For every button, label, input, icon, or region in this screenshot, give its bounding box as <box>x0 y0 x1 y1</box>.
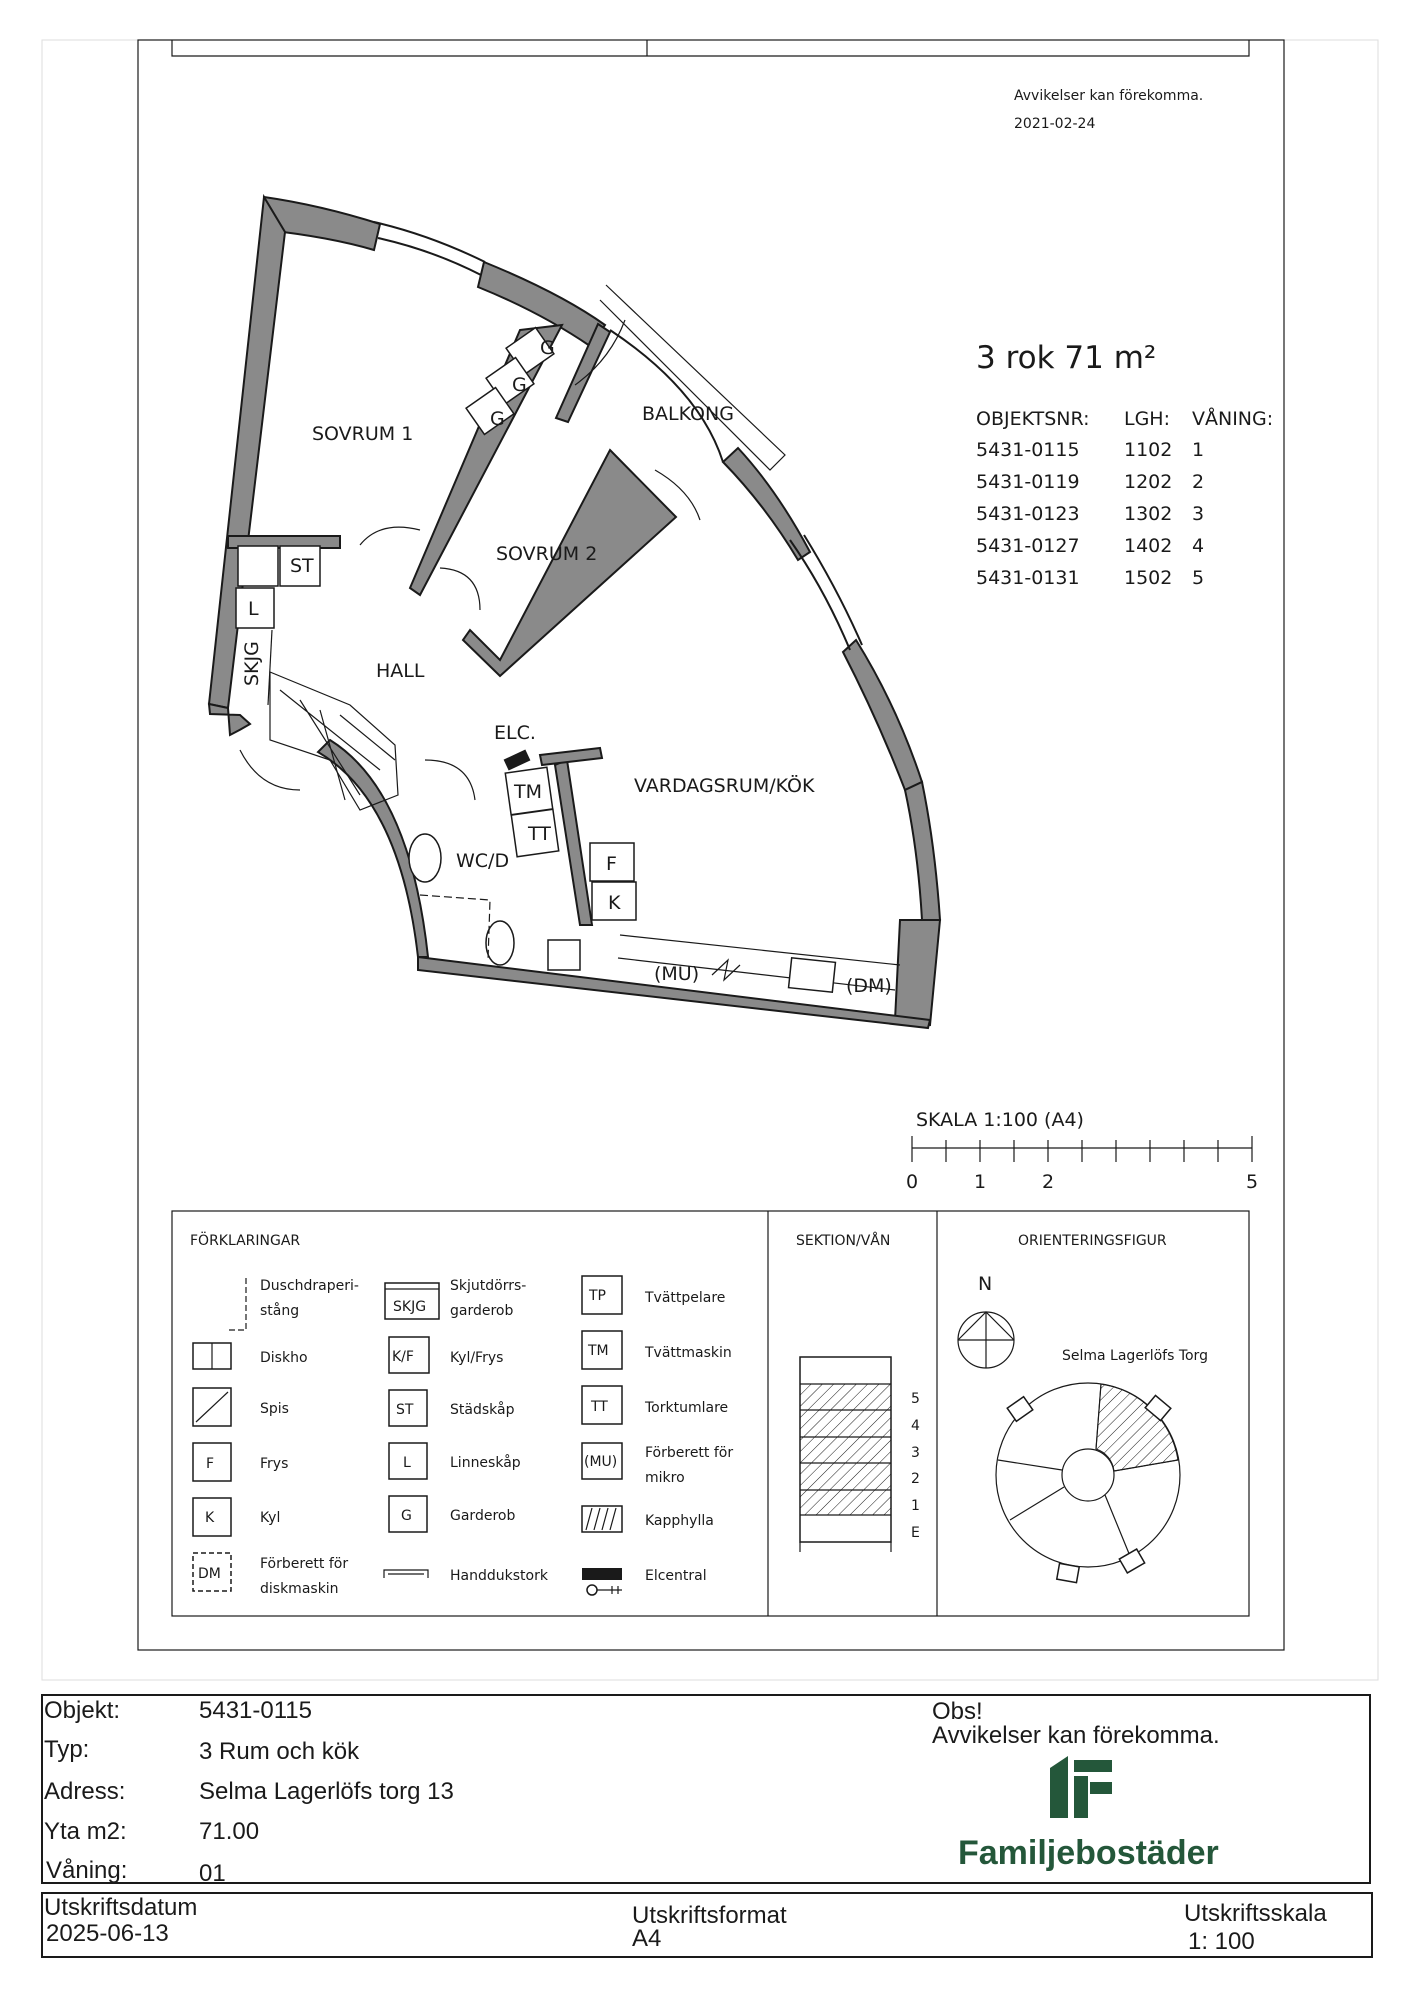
header-date: 2021-02-24 <box>1014 116 1096 132</box>
door-wc <box>425 760 475 800</box>
room-wc: WC/D <box>456 850 510 872</box>
obs-title: Obs! <box>932 1698 983 1725</box>
legend-sym-tp: TP <box>589 1288 606 1304</box>
wall-south-east <box>895 920 940 1025</box>
legend-diskho: Diskho <box>260 1350 308 1366</box>
utskriftsskala-label: Utskriftsskala <box>1184 1900 1327 1927</box>
objekt-label: Objekt: <box>44 1697 121 1724</box>
legend-formu-1: Förberett för <box>645 1445 734 1461</box>
wc-toilet <box>486 921 514 965</box>
room-sovrum1: SOVRUM 1 <box>312 423 414 445</box>
legend-skjg-1: Skjutdörrs- <box>450 1278 527 1294</box>
legend-sym-f: F <box>206 1456 215 1472</box>
page-border <box>42 40 1378 1680</box>
row-lgh: 1202 <box>1124 471 1173 493</box>
section-base <box>800 1542 891 1552</box>
vaning-label: Våning: <box>46 1857 128 1884</box>
section-hatched <box>800 1384 891 1515</box>
stove-mark <box>712 960 740 980</box>
legend-sym-tm: TM <box>588 1343 609 1359</box>
row-obj: 5431-0127 <box>976 535 1080 557</box>
room-elc: ELC. <box>494 722 536 744</box>
legend-sym-st: ST <box>396 1402 414 1418</box>
section-floor-e: E <box>911 1525 920 1541</box>
col-vaning: VÅNING: <box>1192 408 1274 430</box>
floor-plan <box>209 197 940 1028</box>
wall-east-3 <box>905 782 940 920</box>
wall-wc-east <box>555 760 592 925</box>
fixture-f: F <box>606 853 617 875</box>
legend-duschdraperi-1: Duschdraperi- <box>260 1278 359 1294</box>
ring-stair-1 <box>1007 1397 1033 1422</box>
legend-sym-kf: K/F <box>392 1349 414 1365</box>
legend-tvattpelare: Tvättpelare <box>645 1290 726 1306</box>
legend-sym-dm: DM <box>198 1566 221 1582</box>
door-sovrum2 <box>440 568 480 610</box>
ring-stair-3 <box>1119 1549 1144 1573</box>
elcentral-icon <box>582 1568 622 1580</box>
legend-tvattmaskin: Tvättmaskin <box>645 1345 732 1361</box>
elc-panel <box>504 749 531 770</box>
scale-ticks <box>912 1136 1252 1162</box>
legend-spis: Spis <box>260 1401 289 1417</box>
orientation-title: ORIENTERINGSFIGUR <box>1018 1233 1167 1249</box>
utskriftsskala-value: 1: 100 <box>1188 1928 1255 1955</box>
legend-kyl: Kyl <box>260 1510 281 1526</box>
fixture-k: K <box>608 892 621 914</box>
row-lgh: 1102 <box>1124 439 1173 461</box>
legend-handduk: Handdukstork <box>450 1568 548 1584</box>
row-lgh: 1502 <box>1124 567 1173 589</box>
legend-stadskap: Städskåp <box>450 1402 515 1418</box>
adress-label: Adress: <box>44 1778 126 1805</box>
section-floor-4: 4 <box>911 1418 920 1434</box>
row-lgh: 1302 <box>1124 503 1173 525</box>
wall-elc <box>540 748 602 765</box>
scale-5: 5 <box>1246 1171 1259 1193</box>
room-sovrum2: SOVRUM 2 <box>496 543 598 565</box>
utskriftsformat-label: Utskriftsformat <box>632 1902 787 1929</box>
fixture-skjg: SKJG <box>241 641 263 686</box>
legend-sym-tt: TT <box>591 1399 608 1415</box>
wall-corner <box>209 704 250 735</box>
building-ring <box>996 1383 1180 1583</box>
apartment-title: 3 rok 71 m² <box>976 340 1157 376</box>
row-obj: 5431-0115 <box>976 439 1080 461</box>
room-vardagsrum: VARDAGSRUM/KÖK <box>634 775 815 797</box>
ring-inner <box>1062 1449 1114 1501</box>
title-strip <box>172 40 1249 56</box>
row-lgh: 1402 <box>1124 535 1173 557</box>
section-title: SEKTION/VÅN <box>796 1233 891 1249</box>
fixture-st: ST <box>290 555 314 577</box>
objekt-value: 5431-0115 <box>199 1697 312 1724</box>
legend-sym-k: K <box>205 1510 215 1526</box>
legend-duschdraperi-2: stång <box>260 1303 300 1319</box>
row-floor: 3 <box>1192 503 1205 525</box>
legend-col-1 <box>193 1278 359 1597</box>
typ-value: 3 Rum och kök <box>199 1738 360 1765</box>
legend-kf: Kyl/Frys <box>450 1350 504 1366</box>
room-hall: HALL <box>376 660 425 682</box>
row-floor: 2 <box>1192 471 1205 493</box>
legend-col-3 <box>582 1276 733 1595</box>
elcentral-icon-key <box>597 1586 622 1594</box>
scale-1: 1 <box>974 1171 987 1193</box>
fixture-g-2: G <box>512 374 527 396</box>
fixture-l: L <box>248 598 259 620</box>
wall-east-2 <box>843 640 922 790</box>
header-note: Avvikelser kan förekomma. <box>1014 88 1204 104</box>
section-floor-1: 1 <box>911 1498 920 1514</box>
shower-curtain <box>420 895 490 960</box>
adress-value: Selma Lagerlöfs torg 13 <box>199 1778 454 1805</box>
col-lgh: LGH: <box>1124 408 1170 430</box>
fixture-g-1: G <box>540 337 555 359</box>
apartment-rows <box>976 439 1204 589</box>
legend-elcentral: Elcentral <box>645 1568 707 1584</box>
fixture-dm: (DM) <box>846 975 892 997</box>
scale-2: 2 <box>1042 1171 1055 1193</box>
scale-bar <box>912 1136 1252 1162</box>
col-objektsnr: OBJEKTSNR: <box>976 408 1090 430</box>
scale-title: SKALA 1:100 (A4) <box>916 1109 1084 1131</box>
legend-torktumlare: Torktumlare <box>645 1400 729 1416</box>
door-entrance <box>240 750 300 790</box>
row-obj: 5431-0123 <box>976 503 1080 525</box>
door-sovrum1 <box>360 527 420 545</box>
elcentral-icon-dot <box>587 1585 597 1595</box>
row-obj: 5431-0131 <box>976 567 1080 589</box>
wall-east-1 <box>723 448 810 560</box>
section-floor-2: 2 <box>911 1471 920 1487</box>
section-diagram <box>800 1357 891 1552</box>
section-floor-3: 3 <box>911 1445 920 1461</box>
utskriftsdatum-label: Utskriftsdatum <box>44 1894 198 1921</box>
handduk-icon <box>384 1570 428 1578</box>
scale-0: 0 <box>906 1171 919 1193</box>
sink-box <box>789 958 836 992</box>
fixture-mu: (MU) <box>654 963 700 985</box>
legend-garderob: Garderob <box>450 1508 516 1524</box>
obs-text: Avvikelser kan förekomma. <box>932 1722 1220 1749</box>
legend-sym-mu: (MU) <box>584 1454 618 1470</box>
typ-label: Typ: <box>44 1736 90 1763</box>
balcony-outline <box>600 285 785 470</box>
brand-name: Familjebostäder <box>958 1834 1219 1872</box>
row-floor: 4 <box>1192 535 1205 557</box>
vaning-value: 01 <box>199 1860 226 1887</box>
row-obj: 5431-0119 <box>976 471 1080 493</box>
wc-sink <box>409 834 441 882</box>
fixture-g-3: G <box>490 408 505 430</box>
room-balkong: BALKONG <box>642 403 734 425</box>
utskriftsformat-value: A4 <box>632 1925 662 1952</box>
yta-value: 71.00 <box>199 1818 260 1845</box>
legend-kapphylla: Kapphylla <box>645 1513 714 1529</box>
legend-frys: Frys <box>260 1456 289 1472</box>
legend-sym-l: L <box>403 1455 411 1471</box>
row-floor: 5 <box>1192 567 1205 589</box>
closet-box <box>238 546 278 586</box>
wall-west <box>209 197 285 708</box>
legend-skjg-2: garderob <box>450 1303 514 1319</box>
balcony-edge <box>610 330 723 462</box>
yta-label: Yta m2: <box>44 1818 127 1845</box>
legend-title: FÖRKLARINGAR <box>190 1233 301 1249</box>
legend-sym-skjg: SKJG <box>393 1299 427 1315</box>
orientation-place: Selma Lagerlöfs Torg <box>1062 1348 1208 1364</box>
row-floor: 1 <box>1192 439 1205 461</box>
duschdraperi-icon <box>228 1278 246 1330</box>
section-floor-5: 5 <box>911 1391 920 1407</box>
legend-formu-2: mikro <box>645 1470 685 1486</box>
legend-col-2 <box>384 1278 549 1584</box>
legend-sym-g: G <box>401 1508 412 1524</box>
ring-apartment-sector <box>1096 1384 1178 1471</box>
compass-icon <box>958 1312 1014 1368</box>
north-label: N <box>978 1273 993 1295</box>
legend-linneskap: Linneskåp <box>450 1455 521 1471</box>
legend-fordm-2: diskmaskin <box>260 1581 339 1597</box>
wc-cabinet <box>548 940 580 970</box>
window-north <box>374 222 485 275</box>
fixture-tt: TT <box>528 823 551 845</box>
fixture-tm: TM <box>514 781 542 803</box>
ring-stair-4 <box>1057 1563 1079 1582</box>
utskriftsdatum-value: 2025-06-13 <box>46 1920 169 1947</box>
legend-fordm-1: Förberett för <box>260 1556 349 1572</box>
